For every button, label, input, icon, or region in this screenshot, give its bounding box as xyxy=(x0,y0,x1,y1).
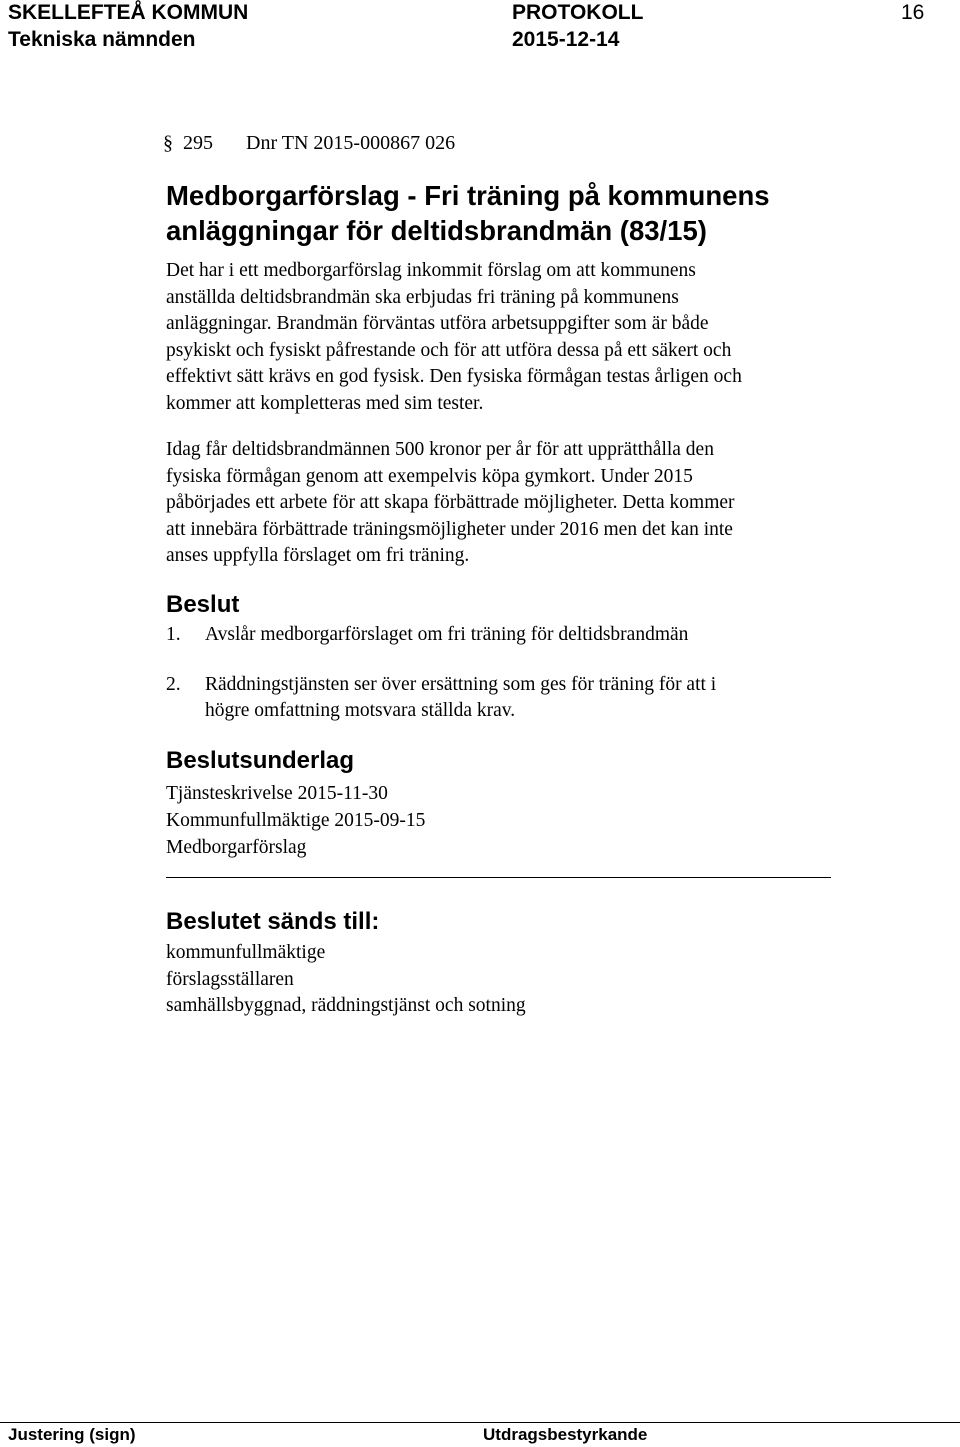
paragraph-line: effektivt sätt krävs en god fysisk. Den fysiska förmågan testas årligen och xyxy=(166,366,742,387)
recipient-item: samhällsbyggnad, räddningstjänst och sotning xyxy=(166,995,526,1016)
decision-item-text-continued: högre omfattning motsvara ställda krav. xyxy=(205,700,516,721)
paragraph-line: anses uppfylla förslaget om fri träning. xyxy=(166,545,470,566)
paragraph-line: Idag får deltidsbrandmännen 500 kronor per år för att upprätthålla den xyxy=(166,439,714,460)
page-number: 16 xyxy=(901,1,925,24)
decision-item-text: Räddningstjänsten ser över ersättning som ges för träning för att i xyxy=(205,674,717,695)
body-paragraph-2 xyxy=(166,437,846,570)
paragraph-line: kommer att kompletteras med sim tester. xyxy=(166,392,484,414)
section-divider xyxy=(166,877,831,878)
justering-label: Justering (sign) xyxy=(8,1425,136,1444)
recipient-item: kommunfullmäktige xyxy=(166,942,326,963)
decision-item-text: Avslår medborgarförslaget om fri träning för deltidsbrandmän xyxy=(205,624,689,645)
document-type: PROTOKOLL xyxy=(512,1,644,24)
utdragsbestyrkande-label: Utdragsbestyrkande xyxy=(483,1425,648,1444)
beslutsunderlag-heading: Beslutsunderlag xyxy=(166,747,355,774)
section-number: 295 xyxy=(183,132,213,154)
case-number: Dnr TN 2015-000867 026 xyxy=(246,132,456,154)
beslut-heading: Beslut xyxy=(166,591,240,618)
section-mark: § xyxy=(163,132,173,154)
decision-item-number: 1. xyxy=(166,624,181,645)
footer-divider xyxy=(0,1422,960,1423)
recipient-item: förslagsställaren xyxy=(166,968,294,990)
recipient-list xyxy=(166,940,846,1020)
page-title-line-2: anläggningar för deltidsbrandmän (83/15) xyxy=(166,215,707,246)
beslutsunderlag-list xyxy=(166,780,846,861)
paragraph-line: att innebära förbättrade träningsmöjligheter under 2016 men det kan inte xyxy=(166,518,733,540)
municipality-name: SKELLEFTEÅ KOMMUN xyxy=(8,1,249,24)
committee-name: Tekniska nämnden xyxy=(8,28,196,51)
paragraph-line: påbörjades ett arbete för att skapa förbättrade möjligheter. Detta kommer xyxy=(166,492,735,513)
underlag-item: Kommunfullmäktige 2015-09-15 xyxy=(166,810,426,831)
body-paragraph-1 xyxy=(166,258,846,417)
page-title xyxy=(166,178,770,248)
underlag-item: Tjänsteskrivelse 2015-11-30 xyxy=(166,783,388,804)
page-title-line-1: Medborgarförslag - Fri träning på kommunens xyxy=(166,180,770,211)
paragraph-line: psykiskt och fysiskt påfrestande och för att utföra dessa på ett säkert och xyxy=(166,339,732,361)
paragraph-line: fysiska förmågan genom att exempelvis köpa gymkort. Under 2015 xyxy=(166,465,693,487)
sands-till-heading: Beslutet sänds till: xyxy=(166,908,380,935)
paragraph-line: Det har i ett medborgarförslag inkommit förslag om att kommunens xyxy=(166,260,696,281)
paragraph-line: anläggningar. Brandmän förväntas utföra arbetsuppgifter som är både xyxy=(166,313,709,334)
protocol-date: 2015-12-14 xyxy=(512,28,620,51)
decision-item-number: 2. xyxy=(166,674,181,695)
paragraph-line: anställda deltidsbrandmän ska erbjudas fri träning på kommunens xyxy=(166,286,679,308)
underlag-item: Medborgarförslag xyxy=(166,837,307,858)
